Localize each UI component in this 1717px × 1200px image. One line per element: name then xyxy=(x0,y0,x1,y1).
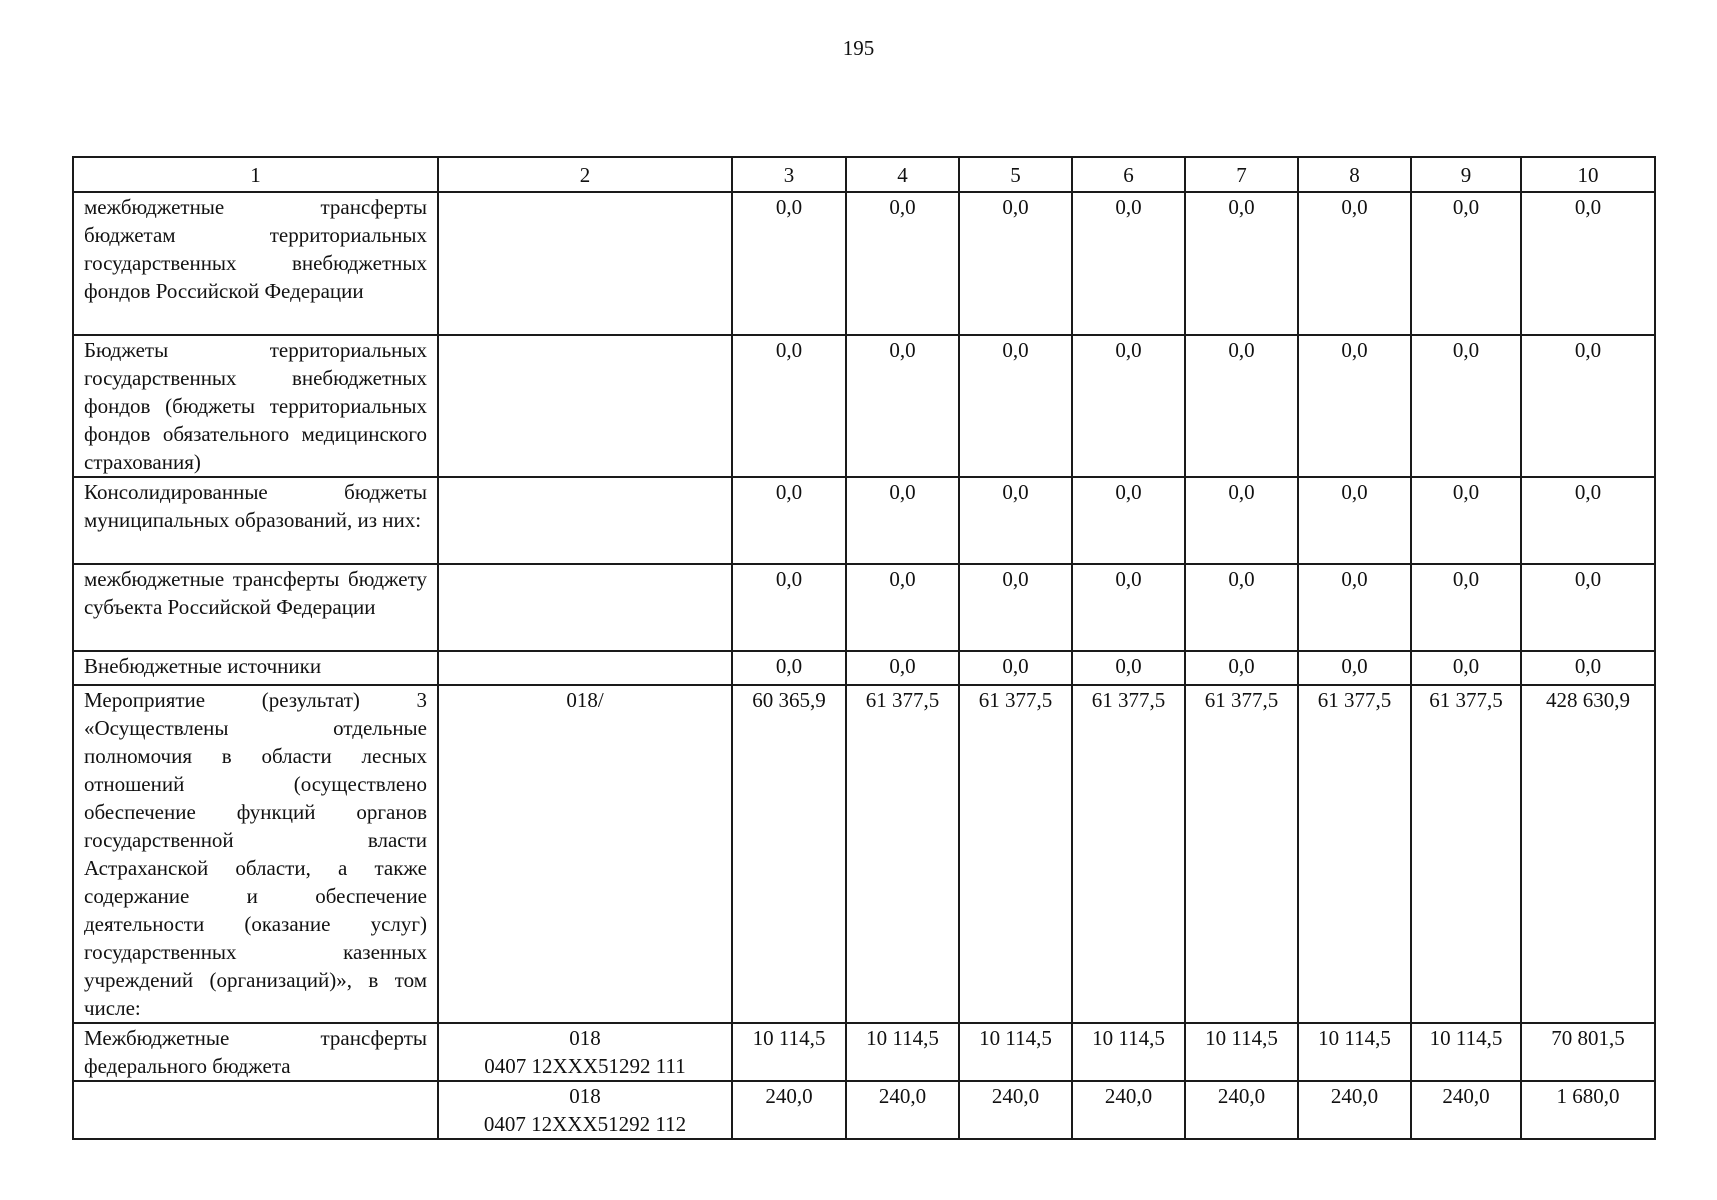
value-cell: 240,0 xyxy=(1411,1081,1521,1139)
header-cell: 3 xyxy=(732,157,846,192)
value-cell: 240,0 xyxy=(1072,1081,1185,1139)
row-description: межбюджетные трансферты бюджетам территориальных государственных внебюджетных фондов Российской Федерации xyxy=(73,192,438,335)
table-row xyxy=(73,477,1655,564)
value-cell: 0,0 xyxy=(1411,477,1521,564)
value-cell: 0,0 xyxy=(846,192,959,335)
value-cell: 0,0 xyxy=(1298,477,1411,564)
value-cell: 240,0 xyxy=(732,1081,846,1139)
row-description xyxy=(73,1081,438,1139)
value-cell: 0,0 xyxy=(1185,192,1298,335)
total-cell: 70 801,5 xyxy=(1521,1023,1655,1081)
value-cell: 60 365,9 xyxy=(732,685,846,1023)
value-cell: 0,0 xyxy=(959,651,1072,685)
value-cell: 0,0 xyxy=(1411,192,1521,335)
value-cell: 61 377,5 xyxy=(1185,685,1298,1023)
row-code xyxy=(438,1081,732,1139)
row-code xyxy=(438,651,732,685)
value-cell: 0,0 xyxy=(1072,651,1185,685)
value-cell: 0,0 xyxy=(732,651,846,685)
page-number: 195 xyxy=(842,36,875,60)
row-code: 018/ xyxy=(438,685,732,1023)
value-cell: 0,0 xyxy=(732,335,846,477)
row-code xyxy=(438,192,732,335)
row-code xyxy=(438,477,732,564)
table-row xyxy=(73,335,1655,477)
total-cell: 1 680,0 xyxy=(1521,1081,1655,1139)
value-cell: 0,0 xyxy=(846,651,959,685)
total-cell: 0,0 xyxy=(1521,651,1655,685)
value-cell: 0,0 xyxy=(1072,335,1185,477)
value-cell: 0,0 xyxy=(1411,564,1521,651)
value-cell: 0,0 xyxy=(1072,192,1185,335)
value-cell: 61 377,5 xyxy=(846,685,959,1023)
value-cell: 240,0 xyxy=(959,1081,1072,1139)
value-cell: 10 114,5 xyxy=(959,1023,1072,1081)
value-cell: 0,0 xyxy=(959,564,1072,651)
value-cell: 0,0 xyxy=(1072,477,1185,564)
code-line: 0407 12ХХХ51292 111 xyxy=(484,1054,686,1078)
table-row xyxy=(73,564,1655,651)
budget-table xyxy=(72,156,1656,1140)
header-cell: 10 xyxy=(1521,157,1655,192)
value-cell: 0,0 xyxy=(959,335,1072,477)
value-cell: 0,0 xyxy=(1411,335,1521,477)
value-cell: 10 114,5 xyxy=(732,1023,846,1081)
total-cell: 428 630,9 xyxy=(1521,685,1655,1023)
header-cell: 8 xyxy=(1298,157,1411,192)
value-cell: 61 377,5 xyxy=(1072,685,1185,1023)
table-row xyxy=(73,192,1655,335)
row-code xyxy=(438,335,732,477)
value-cell: 0,0 xyxy=(959,477,1072,564)
value-cell: 0,0 xyxy=(732,477,846,564)
header-cell: 5 xyxy=(959,157,1072,192)
value-cell: 0,0 xyxy=(1411,651,1521,685)
code-line: 0407 12ХХХ51292 112 xyxy=(483,1112,687,1136)
value-cell: 0,0 xyxy=(1298,564,1411,651)
value-cell: 61 377,5 xyxy=(1298,685,1411,1023)
value-cell: 10 114,5 xyxy=(1411,1023,1521,1081)
value-cell: 10 114,5 xyxy=(1298,1023,1411,1081)
value-cell: 240,0 xyxy=(1298,1081,1411,1139)
row-description: Межбюджетные трансферты федерального бюджета xyxy=(73,1023,438,1081)
row-description: Внебюджетные источники xyxy=(73,651,438,685)
value-cell: 61 377,5 xyxy=(1411,685,1521,1023)
value-cell: 0,0 xyxy=(1185,335,1298,477)
header-cell: 6 xyxy=(1072,157,1185,192)
value-cell: 240,0 xyxy=(1185,1081,1298,1139)
value-cell: 240,0 xyxy=(846,1081,959,1139)
table-row xyxy=(73,651,1655,685)
row-description: Бюджеты территориальных государственных внебюджетных фондов (бюджеты территориальных фондов обязательного медицинского страхования) xyxy=(73,335,438,477)
value-cell: 0,0 xyxy=(1298,651,1411,685)
value-cell: 0,0 xyxy=(1298,192,1411,335)
value-cell: 0,0 xyxy=(846,335,959,477)
code-line: 018 xyxy=(569,1026,601,1050)
table-header-row xyxy=(73,157,1655,192)
value-cell: 61 377,5 xyxy=(959,685,1072,1023)
value-cell: 10 114,5 xyxy=(1185,1023,1298,1081)
value-cell: 0,0 xyxy=(1185,564,1298,651)
value-cell: 0,0 xyxy=(1185,651,1298,685)
value-cell: 0,0 xyxy=(1298,335,1411,477)
value-cell: 0,0 xyxy=(732,192,846,335)
value-cell: 0,0 xyxy=(1185,477,1298,564)
value-cell: 10 114,5 xyxy=(1072,1023,1185,1081)
row-code xyxy=(438,1023,732,1081)
row-description: межбюджетные трансферты бюджету субъекта Российской Федерации xyxy=(73,564,438,651)
row-code xyxy=(438,564,732,651)
header-cell: 7 xyxy=(1185,157,1298,192)
table-row xyxy=(73,1081,1655,1139)
table-row xyxy=(73,685,1655,1023)
code-line: 018 xyxy=(569,1084,601,1108)
table-row xyxy=(73,1023,1655,1081)
total-cell: 0,0 xyxy=(1521,564,1655,651)
header-cell: 9 xyxy=(1411,157,1521,192)
value-cell: 0,0 xyxy=(1072,564,1185,651)
value-cell: 0,0 xyxy=(959,192,1072,335)
value-cell: 0,0 xyxy=(846,477,959,564)
header-cell: 1 xyxy=(73,157,438,192)
value-cell: 0,0 xyxy=(732,564,846,651)
value-cell: 10 114,5 xyxy=(846,1023,959,1081)
total-cell: 0,0 xyxy=(1521,192,1655,335)
header-cell: 4 xyxy=(846,157,959,192)
row-description: Консолидированные бюджеты муниципальных образований, из них: xyxy=(73,477,438,564)
header-cell: 2 xyxy=(438,157,732,192)
value-cell: 0,0 xyxy=(846,564,959,651)
total-cell: 0,0 xyxy=(1521,477,1655,564)
total-cell: 0,0 xyxy=(1521,335,1655,477)
row-description: Мероприятие (результат) 3 «Осуществлены отдельные полномочия в области лесных отношений (осуществлено обеспечение функций органов государственной власти Астраханской области, а также содержание и обеспечение деятельности (оказание услуг) государственных казенных учреждений (организаций)», в том числе: xyxy=(73,685,438,1023)
